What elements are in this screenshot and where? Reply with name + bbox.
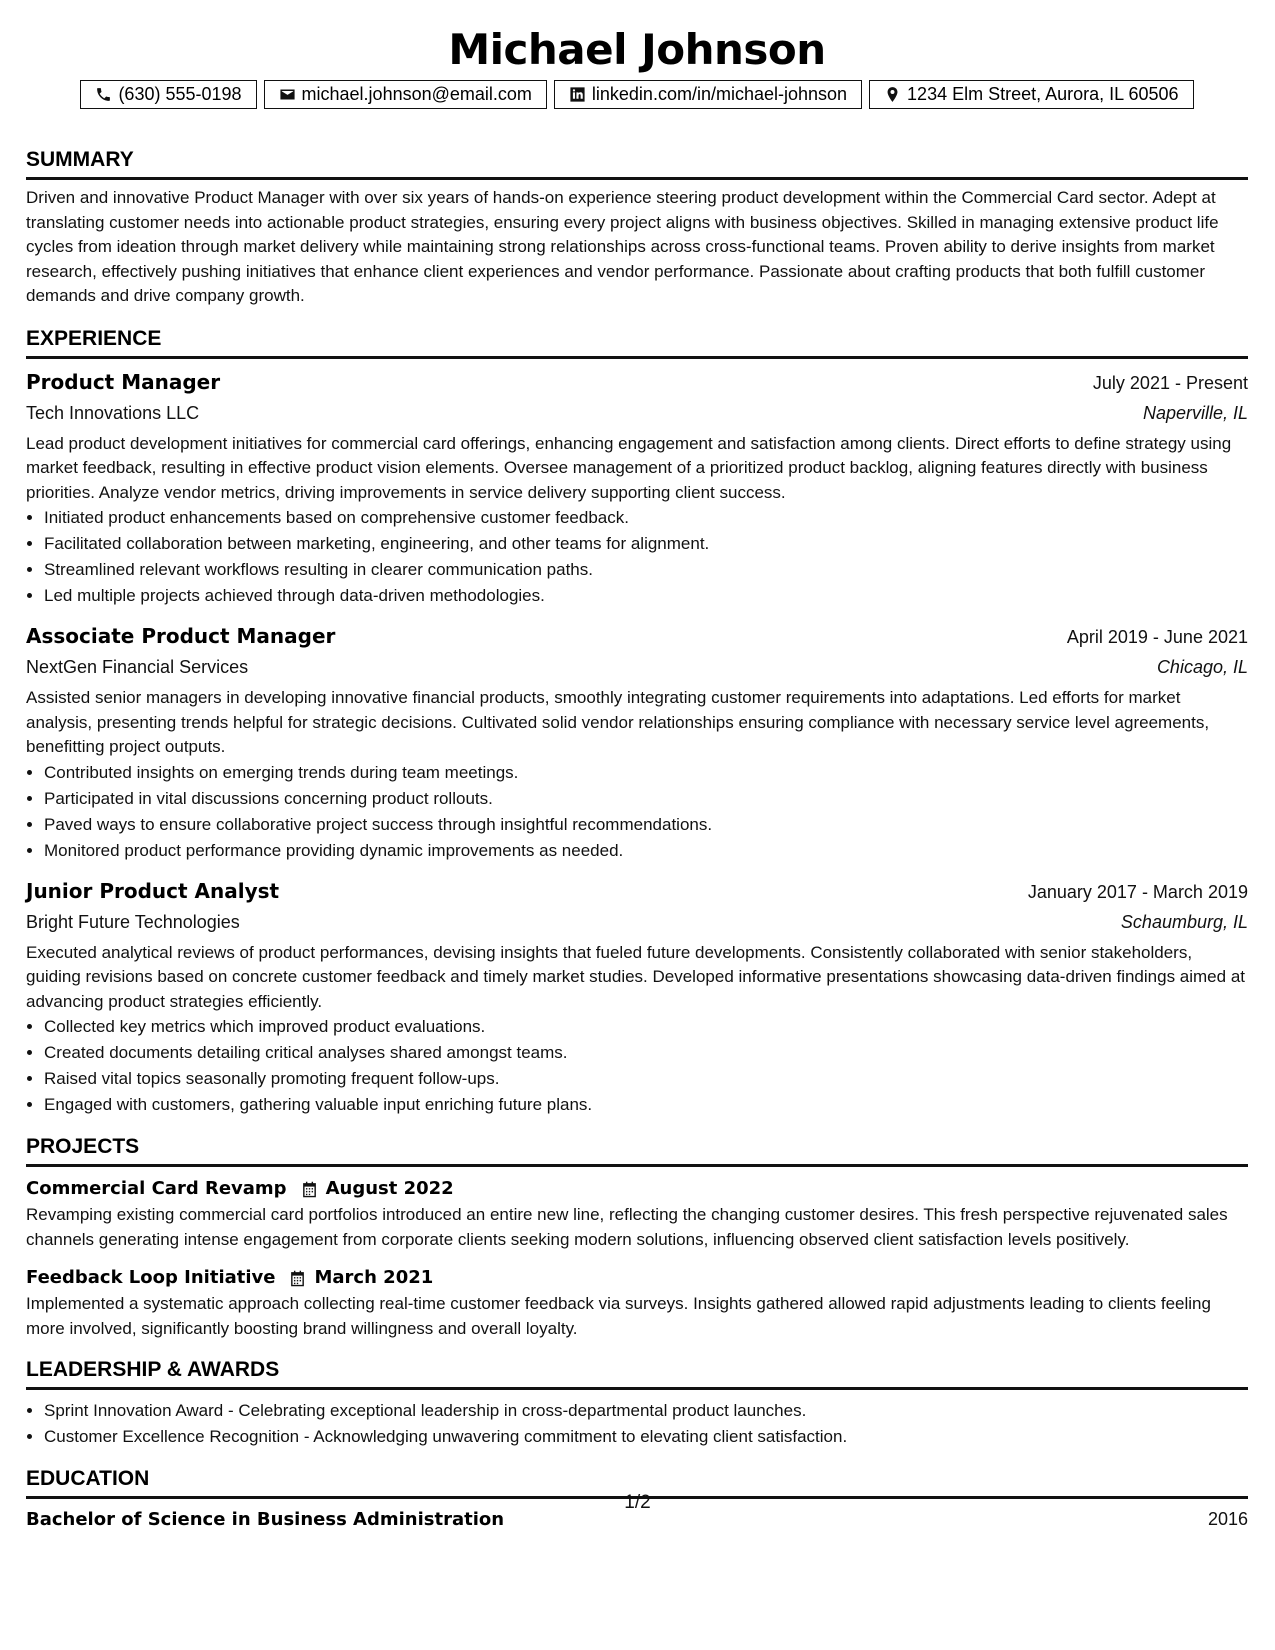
list-item: • Engaged with customers, gathering valuable input enriching future plans. [44, 1092, 1248, 1118]
list-item: • Initiated product enhancements based on comprehensive customer feedback. [44, 505, 1248, 531]
job-description: Assisted senior managers in developing innovative financial products, smoothly integrating customer requirements into adaptations. Led efforts for market analysis, presenting trends helpful for strategic decisions. Cultivated solid vendor relationships ensuring compliance with necessary service level agreements, benefitting project outputs. [26, 688, 1210, 756]
list-item: • Paved ways to ensure collaborative project success through insightful recommendations. [44, 812, 1248, 838]
job-location: Chicago, IL [1156, 657, 1248, 677]
list-item: • Led multiple projects achieved through data-driven methodologies. [44, 583, 1248, 609]
list-item: • Created documents detailing critical analyses shared amongst teams. [44, 1040, 1248, 1066]
awards-list [26, 1398, 1248, 1450]
job-description: Lead product development initiatives for commercial card offerings, enhancing engagement and satisfaction among clients. Direct efforts to define strategy using market feedback, resulting in effective product vision elements. Oversee management of a prioritized product backlog, aligning features directly with business priorities. Analyze vendor metrics, driving improvements in service delivery supporting client success. [26, 433, 1232, 502]
section-title-experience: EXPERIENCE [26, 326, 1248, 359]
job-bullets [26, 760, 1248, 864]
job-role: Product Manager [26, 369, 221, 394]
job-entry [26, 876, 1248, 1119]
list-item: • Facilitated collaboration between marketing, engineering, and other teams for alignment. [44, 531, 1248, 557]
summary-text: Driven and innovative Product Manager with over six years of hands-on experience steering product development within the Commercial Card sector. Adept at translating customer needs into actionable product strategies, ensuring every project aligns with business objectives. Skilled in managing extensive product life cycles from ideation through market delivery while maintaining strong relationships across cross-functional teams. Proven ability to derive insights from market research, effectively pushing initiatives that enhance client experiences and vendor performance. Passionate about crafting products that both fulfill customer demands and drive company growth. [26, 188, 1219, 305]
contact-email[interactable] [264, 80, 547, 109]
job-dates: April 2019 - June 2021 [1066, 627, 1248, 647]
envelope-icon [279, 86, 296, 103]
list-item: • Collected key metrics which improved product evaluations. [44, 1014, 1248, 1040]
linkedin-icon [569, 86, 586, 103]
project-date: August 2022 [325, 1178, 454, 1199]
job-dates: January 2017 - March 2019 [1027, 881, 1248, 902]
section-title-summary: SUMMARY [26, 147, 1248, 180]
project-description: Implemented a systematic approach collecting real-time customer feedback via surveys. Insights gathered allowed rapid adjustments leading to clients feeling more involved, significantly boosting brand willingness and overall loyalty. [26, 1294, 1211, 1338]
job-role: Associate Product Manager [26, 624, 336, 648]
job-entry [26, 367, 1248, 610]
calendar-icon [301, 1181, 318, 1198]
list-item: • Monitored product performance providing dynamic improvements as needed. [44, 838, 1248, 864]
job-location: Schaumburg, IL [1120, 911, 1248, 932]
address-text: 1234 Elm Street, Aurora, IL 60506 [907, 84, 1179, 104]
contact-address[interactable] [869, 80, 1194, 109]
contact-phone[interactable] [80, 80, 256, 109]
job-dates: July 2021 - Present [1092, 372, 1248, 393]
linkedin-text: linkedin.com/in/michael-johnson [591, 84, 848, 104]
page-number: 1/2 [624, 1492, 651, 1513]
job-role: Junior Product Analyst [26, 878, 280, 903]
job-bullets [26, 505, 1248, 609]
calendar-icon [289, 1270, 306, 1287]
section-title-awards: LEADERSHIP & AWARDS [26, 1357, 1248, 1390]
job-company: NextGen Financial Services [26, 657, 249, 677]
phone-text: (630) 555-0198 [118, 84, 242, 104]
projects-section [26, 1134, 1248, 1341]
section-title-projects: PROJECTS [26, 1134, 1248, 1167]
phone-icon [95, 86, 112, 103]
list-item: • Participated in vital discussions concerning product rollouts. [44, 786, 1248, 812]
education-degree: Bachelor of Science in Business Administration [26, 1509, 505, 1530]
resume-page [26, 0, 1248, 1650]
list-item: • Streamlined relevant workflows resulting in clearer communication paths. [44, 557, 1248, 583]
list-item: • Customer Excellence Recognition - Acknowledging unwavering commitment to elevating client satisfaction. [44, 1424, 1248, 1450]
job-company: Bright Future Technologies [26, 911, 240, 932]
job-location: Naperville, IL [1142, 402, 1248, 423]
email-text: michael.johnson@email.com [301, 84, 532, 104]
job-description: Executed analytical reviews of product performances, devising insights that fueled future developments. Consistently collaborated with senior stakeholders, guiding revisions based on concrete customer feedback and timely market studies. Developed informative presentations showcasing data-driven findings aimed at advancing product strategies efficiently. [26, 942, 1245, 1011]
project-entry [26, 1264, 1248, 1341]
project-name: Commercial Card Revamp [26, 1178, 287, 1199]
education-year: 2016 [1207, 1509, 1248, 1529]
project-entry [26, 1175, 1248, 1252]
project-description: Revamping existing commercial card portfolios introduced an entire new line, reflecting the changing customer desires. This fresh perspective rejuvenated sales channels generating intense engagement from corporate clients seeking modern solutions, influencing observed client satisfaction levels positively. [26, 1205, 1228, 1249]
experience-section [26, 326, 1248, 1119]
map-pin-icon [884, 86, 901, 103]
list-item: • Contributed insights on emerging trends during team meetings. [44, 760, 1248, 786]
awards-section [26, 1357, 1248, 1450]
list-item: • Sprint Innovation Award - Celebrating exceptional leadership in cross-departmental product launches. [44, 1398, 1248, 1424]
candidate-name: Michael Johnson [448, 25, 826, 74]
job-company: Tech Innovations LLC [26, 402, 200, 423]
contact-linkedin[interactable] [554, 80, 862, 109]
project-date: March 2021 [314, 1267, 434, 1288]
contact-bar [26, 80, 1248, 109]
list-item: • Raised vital topics seasonally promoting frequent follow-ups. [44, 1066, 1248, 1092]
section-title-education: EDUCATION [26, 1466, 1248, 1499]
job-entry [26, 621, 1248, 864]
job-bullets [26, 1014, 1248, 1118]
project-name: Feedback Loop Initiative [26, 1267, 276, 1288]
summary-section [26, 147, 1248, 309]
